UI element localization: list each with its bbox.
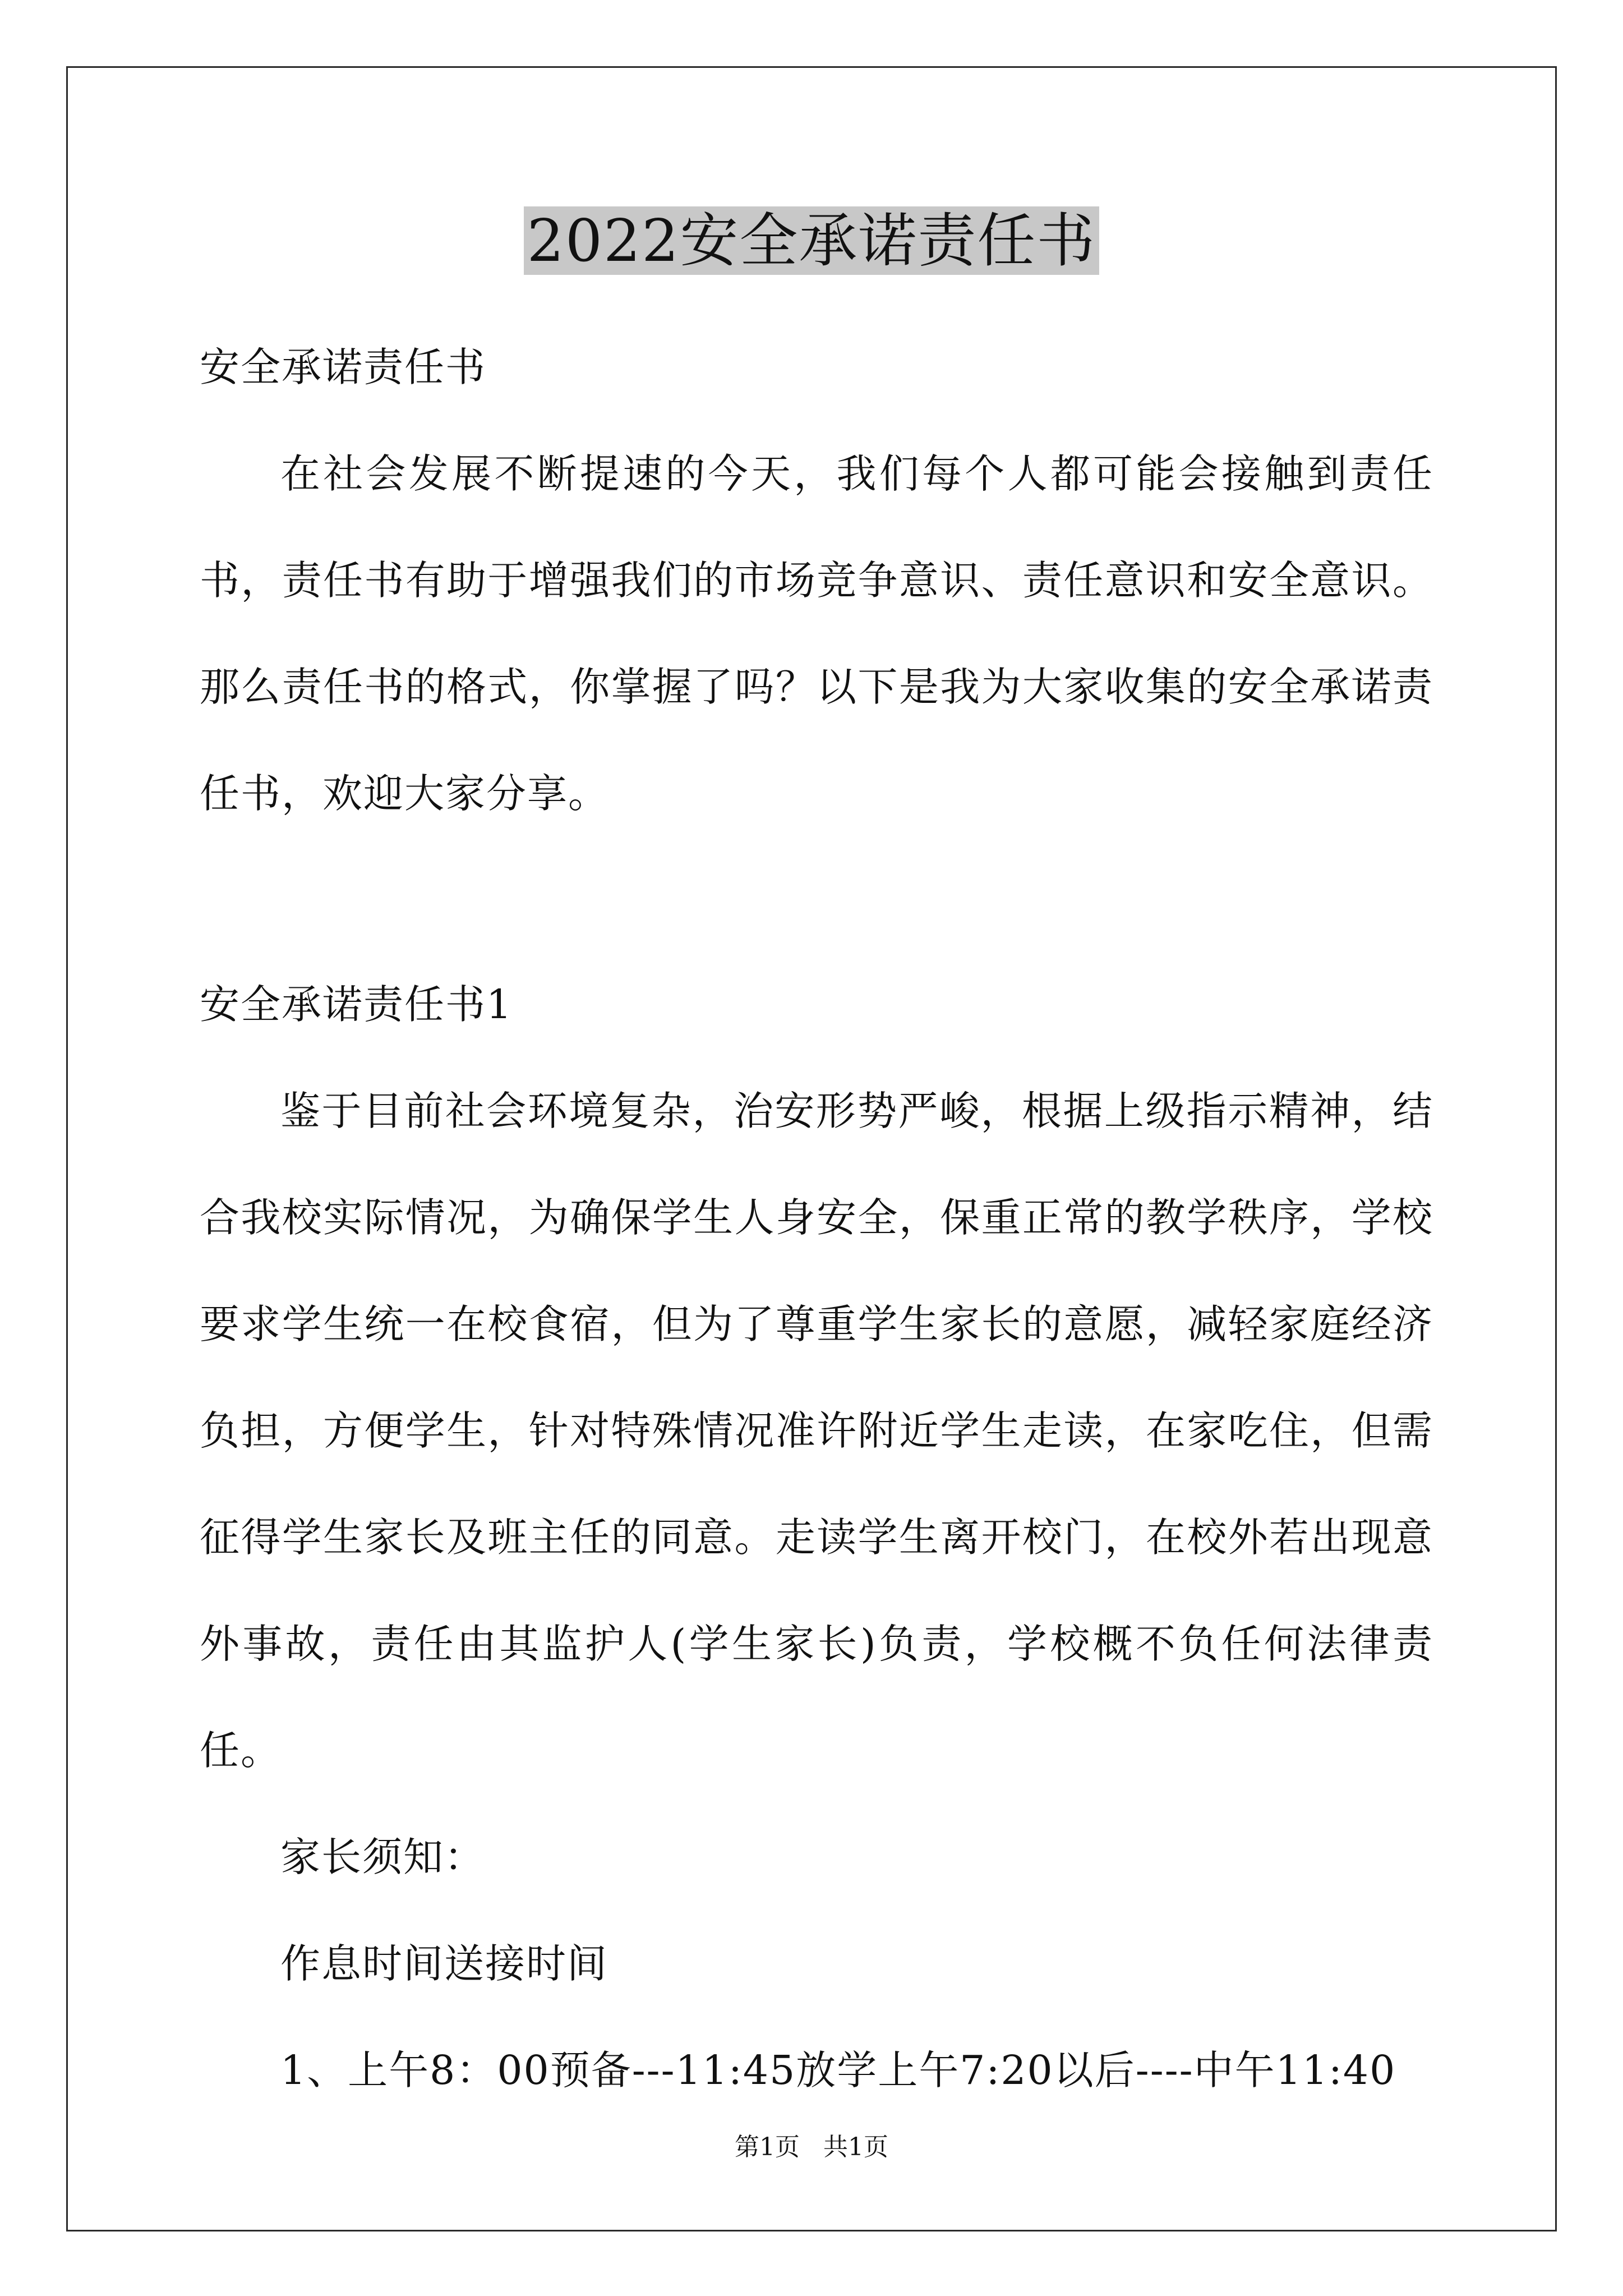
page-number-total: 共1页: [823, 2133, 888, 2161]
document-body: [200, 314, 1433, 2124]
notice-label: 家长须知：: [280, 1834, 486, 1880]
page-footer: [0, 2131, 1623, 2164]
page-number-current: 第1页: [735, 2133, 800, 2161]
schedule-header: 作息时间送接时间: [280, 1940, 608, 1987]
section-heading: 安全承诺责任书1: [200, 981, 513, 1028]
section-paragraph: 鉴于目前社会环境复杂，治安形势严峻，根据上级指示精神，结合我校实际情况，为确保学生人身安全，保重正常的教学秩序，学校要求学生统一在校食宿，但为了尊重学生家长的意愿，减轻家庭经济负担，方便学生，针对特殊情况准许附近学生走读，在家吃住，但需征得学生家长及班主任的同意。走读学生离开校门，在校外若出现意外事故，责任由其监护人(学生家长)负责，学校概不负任何法律责任。: [200, 1088, 1433, 1774]
title-area: [0, 206, 1623, 275]
document-title: 2022安全承诺责任书: [524, 206, 1100, 275]
intro-heading: 安全承诺责任书: [200, 344, 487, 390]
schedule-line: 1、上午8：00预备---11:45放学上午7:20以后----中午11:40: [280, 2047, 1396, 2093]
paragraph-gap: [200, 847, 1433, 951]
intro-paragraph: 在社会发展不断提速的今天，我们每个人都可能会接触到责任书，责任书有助于增强我们的市场竞争意识、责任意识和安全意识。那么责任书的格式，你掌握了吗？以下是我为大家收集的安全承诺责任书，欢迎大家分享。: [200, 450, 1433, 817]
